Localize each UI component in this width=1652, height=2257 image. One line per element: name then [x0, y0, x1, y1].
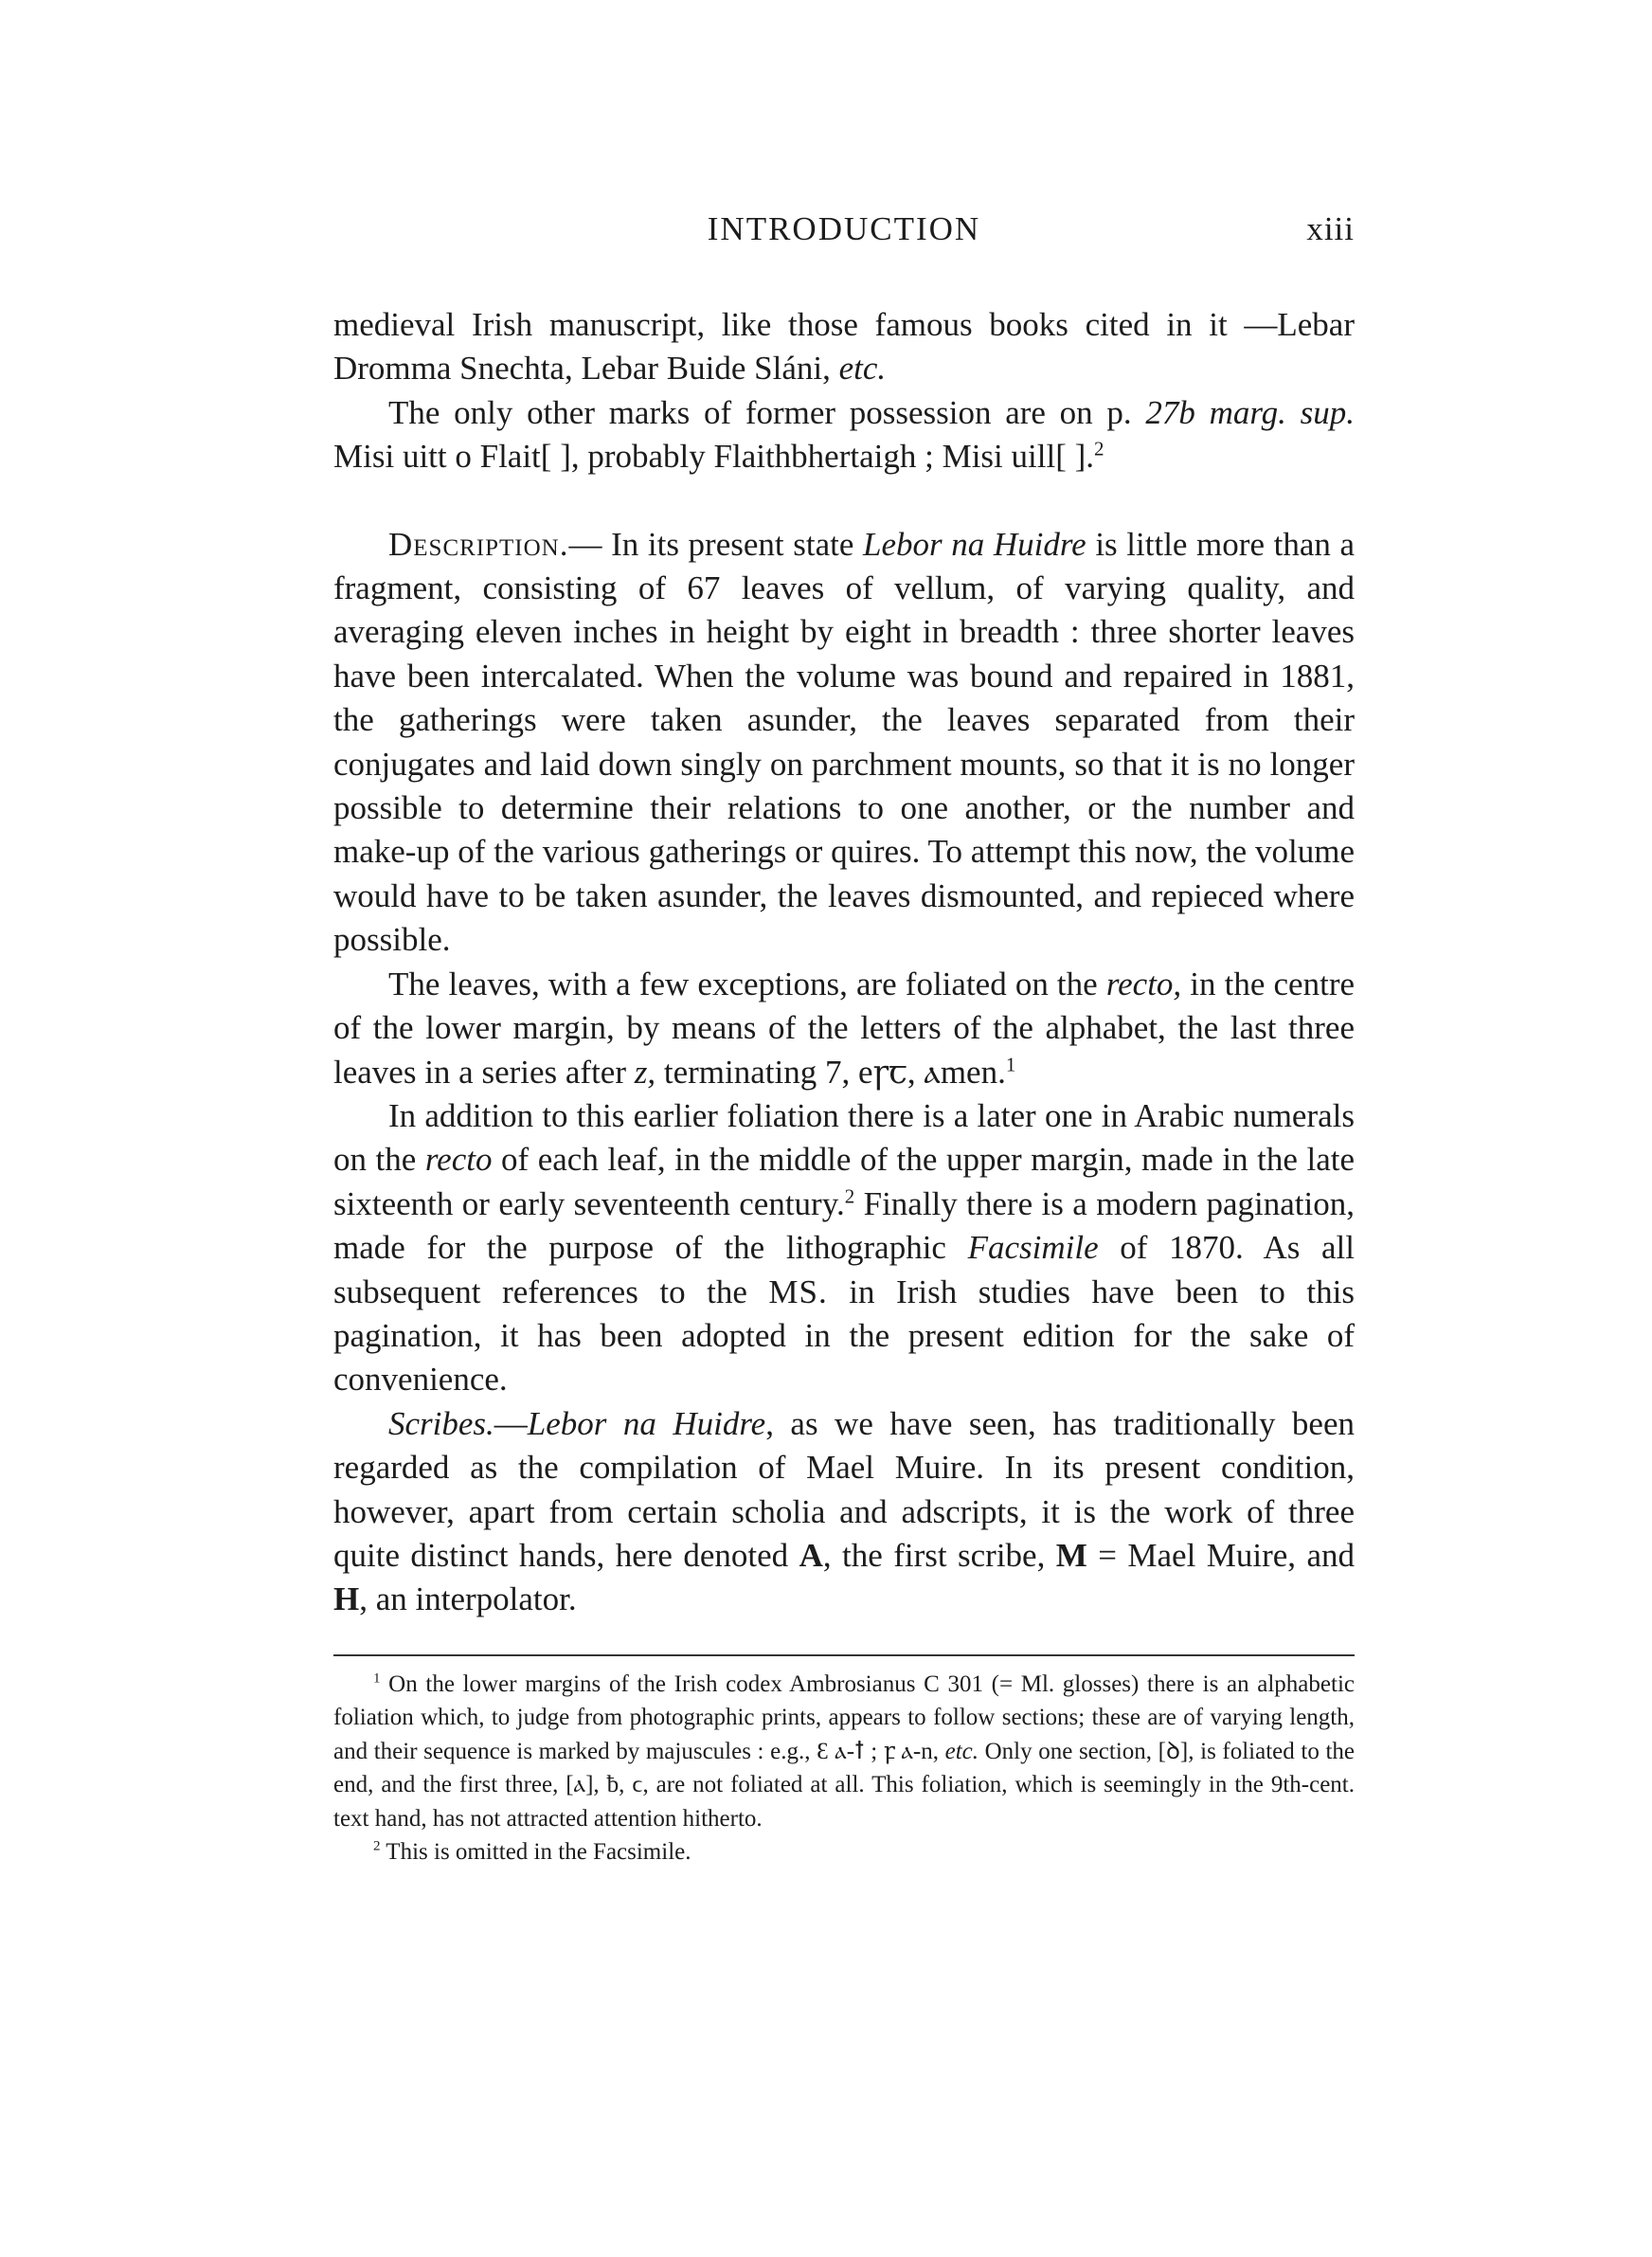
page	[333, 210, 1355, 1869]
body-text	[333, 303, 1355, 1622]
paragraph-scribes: Scribes.—Lebor na Huidre, as we have seen, has traditionally been regarded as the compilation of Mael Muire. In its present condition, however, apart from certain scholia and adscripts, it is the work of three quite distinct hands, here denoted A, the first scribe, M = Mael Muire, and H, an interpolator.	[333, 1404, 1355, 1618]
paragraph-possession-marks: The only other marks of former possession are on p. 27b marg. sup. Misi uitt o Flait[ ], probably Flaithbhertaigh ; Misi uill[ ].$^2$	[333, 393, 1356, 476]
paragraph-continuation: medieval Irish manuscript, like those famous books cited in it —Lebar Dromma Snechta, Lebar Buide Sláni, etc.	[333, 306, 1355, 388]
footnote-divider	[333, 1654, 1355, 1656]
footnote-ref: 2	[844, 1184, 855, 1208]
section-heading-scribes: Scribes.	[388, 1404, 494, 1442]
paragraph-foliation: The leaves, with a few exceptions, are foliated on the recto, in the centre of the lower margin, by means of the letters of the alphabet, the last three leaves in a series after z, terminating 7, eꞅꞇ, ⲁmen.$^1$	[333, 965, 1356, 1091]
footnote-1: $^1$ On the lower margins of the Irish codex Ambrosianus C 301 (= Ml. glosses) there is an alphabetic foliation which, to judge from photographic prints, appears to follow sections; these are of varying length, and their sequence is marked by majuscules : e.g., Ɛ ⲁ-ꝉ ; ꝼ ⲁ-n, etc. Only one section, [ꝺ], is foliated to the end, and the first three, [ⲁ], ƀ, ϲ, are not foliated at all. This foliation, which is seemingly in the 9th-cent. text hand, has not attracted attention hitherto.	[333, 1670, 1355, 1832]
section-heading-description: Description.	[388, 525, 569, 563]
paragraph-description: Description.— In its present state Lebor na Huidre is little more than a fragment, consisting of 67 leaves of vellum, of varying quality, and averaging eleven inches in height by eight in breadth : three shorter leaves have been intercalated. When the volume was bound and repaired in 1881, the gatherings were taken asunder, the leaves separated from their conjugates and laid down singly on parchment mounts, so that it is no longer possible to determine their relations to one another, or the number and make-up of the various gatherings or quires. To attempt this now, the volume would have to be taken asunder, the leaves dismounted, and repieced where possible.	[333, 525, 1355, 959]
footnotes	[333, 1668, 1355, 1869]
running-head	[333, 210, 1355, 267]
page-number: xiii	[1306, 210, 1355, 247]
footnote-ref: 1	[1005, 1052, 1016, 1075]
footnote-2: $^2$ This is omitted in the Facsimile.	[373, 1838, 691, 1866]
paragraph-pagination: In addition to this earlier foliation there is a later one in Arabic numerals on the recto of each leaf, in the middle of the upper margin, made in the late sixteenth or early seventeenth century.$^2$ Finally there is a modern pagination, made for the purpose of the lithographic Facsimile of 1870. As all subsequent references to the MS. in Irish studies have been to this pagination, it has been adopted in the present edition for the sake of convenience.	[333, 1096, 1355, 1399]
footnote-ref: 2	[1094, 437, 1104, 460]
running-title: INTRODUCTION	[707, 210, 981, 247]
